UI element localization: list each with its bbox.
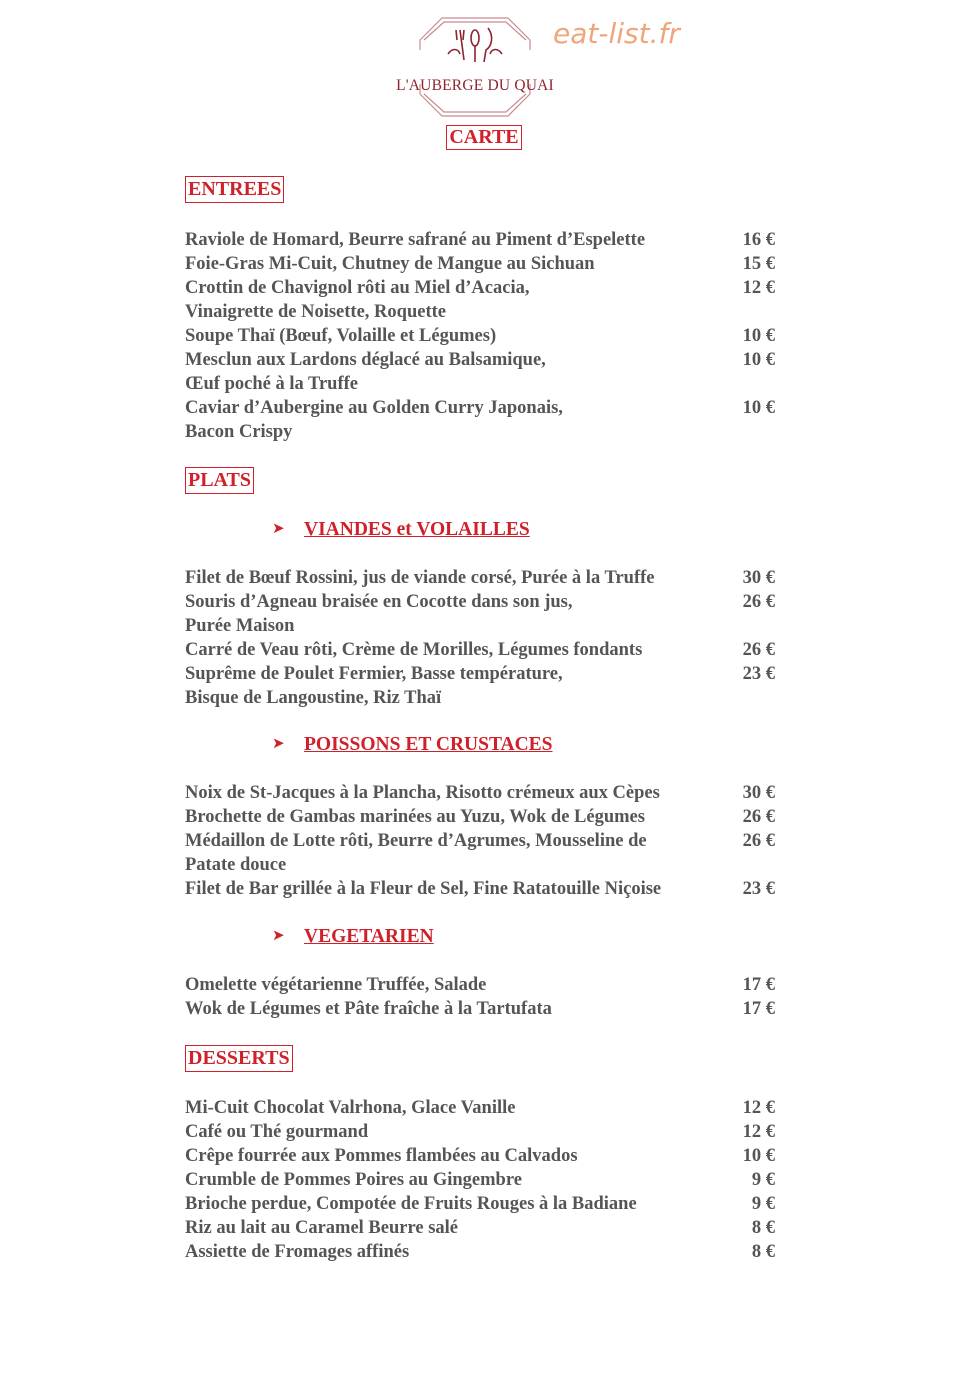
menu-item-price: 17 €	[742, 999, 775, 1019]
menu-item	[185, 324, 775, 348]
menu-item	[185, 276, 775, 324]
menu-item	[185, 228, 775, 252]
subsection-title-viandes: VIANDES et VOLAILLES	[304, 519, 530, 540]
section-title-desserts: DESSERTS	[185, 1045, 293, 1072]
menu-item-name: Bisque de Langoustine, Riz Thaï	[185, 688, 442, 708]
menu-item-price: 8 €	[751, 1218, 775, 1238]
menu-item	[185, 1144, 775, 1168]
menu-item-price: 10 €	[742, 326, 775, 346]
menu-item	[185, 662, 775, 710]
menu-item-name: Suprême de Poulet Fermier, Basse température,	[185, 664, 563, 684]
menu-item-name: Omelette végétarienne Truffée, Salade	[185, 975, 487, 995]
menu-item	[185, 348, 775, 396]
subsection-poissons	[272, 734, 553, 758]
menu-item	[185, 805, 775, 829]
menu-item-name: Caviar d’Aubergine au Golden Curry Japonais,	[185, 398, 563, 418]
menu-item-price: 12 €	[742, 1098, 775, 1118]
menu-item	[185, 781, 775, 805]
menu-item-name: Œuf poché à la Truffe	[185, 374, 359, 394]
menu-item	[185, 1216, 775, 1240]
subsection-vegetarien	[272, 926, 434, 950]
menu-item	[185, 1192, 775, 1216]
menu-item-name: Wok de Légumes et Pâte fraîche à la Tartufata	[185, 999, 552, 1019]
menu-item-price: 26 €	[742, 592, 775, 612]
menu-item-name: Assiette de Fromages affinés	[185, 1242, 410, 1262]
menu-item-name: Noix de St-Jacques à la Plancha, Risotto crémeux aux Cèpes	[185, 783, 660, 803]
menu-item-price: 12 €	[742, 278, 775, 298]
menu-item	[185, 638, 775, 662]
menu-item-name: Mesclun aux Lardons déglacé au Balsamique,	[185, 350, 546, 370]
poissons-list	[185, 781, 775, 901]
subsection-title-poissons: POISSONS ET CRUSTACES	[304, 734, 553, 755]
watermark: eat-list.fr	[553, 17, 680, 50]
menu-item-price: 10 €	[742, 1146, 775, 1166]
arrowhead-bullet-icon: ➤	[272, 736, 285, 752]
menu-item	[185, 973, 775, 997]
menu-item-name: Médaillon de Lotte rôti, Beurre d’Agrumes, Mousseline de	[185, 831, 647, 851]
menu-item-price: 26 €	[742, 807, 775, 827]
menu-item-name: Foie-Gras Mi-Cuit, Chutney de Mangue au Sichuan	[185, 254, 595, 274]
menu-item-name: Crottin de Chavignol rôti au Miel d’Acacia,	[185, 278, 530, 298]
menu-item-name: Brioche perdue, Compotée de Fruits Rouges à la Badiane	[185, 1194, 637, 1214]
menu-item	[185, 1096, 775, 1120]
menu-item-name: Crêpe fourrée aux Pommes flambées au Calvados	[185, 1146, 578, 1166]
menu-item-price: 10 €	[742, 398, 775, 418]
menu-item-price: 30 €	[742, 568, 775, 588]
menu-item-name: Crumble de Pommes Poires au Gingembre	[185, 1170, 522, 1190]
menu-item	[185, 829, 775, 877]
restaurant-logo	[380, 14, 570, 120]
menu-item-name: Patate douce	[185, 855, 287, 875]
section-title-plats: PLATS	[185, 467, 254, 494]
menu-item-price: 16 €	[742, 230, 775, 250]
menu-item-name: Brochette de Gambas marinées au Yuzu, Wok de Légumes	[185, 807, 645, 827]
menu-item-name: Mi-Cuit Chocolat Valrhona, Glace Vanille	[185, 1098, 516, 1118]
menu-item-name: Purée Maison	[185, 616, 295, 636]
restaurant-name: L'AUBERGE DU QUAI	[396, 77, 554, 94]
menu-item	[185, 566, 775, 590]
menu-item-price: 17 €	[742, 975, 775, 995]
entrees-list	[185, 228, 775, 444]
menu-item-price: 12 €	[742, 1122, 775, 1142]
subsection-viandes	[272, 519, 530, 543]
menu-item	[185, 590, 775, 638]
menu-item-name: Soupe Thaï (Bœuf, Volaille et Légumes)	[185, 326, 497, 346]
arrowhead-bullet-icon: ➤	[272, 928, 285, 944]
menu-item	[185, 252, 775, 276]
menu-item-price: 26 €	[742, 831, 775, 851]
menu-item	[185, 1168, 775, 1192]
menu-item-price: 8 €	[751, 1242, 775, 1262]
menu-item-price: 23 €	[742, 879, 775, 899]
menu-item-price: 9 €	[751, 1194, 775, 1214]
desserts-list	[185, 1096, 775, 1264]
section-title-entrees: ENTREES	[185, 176, 284, 203]
menu-item-name: Raviole de Homard, Beurre safrané au Piment d’Espelette	[185, 230, 646, 250]
menu-item-name: Bacon Crispy	[185, 422, 293, 442]
menu-item-name: Vinaigrette de Noisette, Roquette	[185, 302, 446, 322]
menu-item-price: 26 €	[742, 640, 775, 660]
menu-item	[185, 877, 775, 901]
viandes-list	[185, 566, 775, 710]
menu-item-price: 10 €	[742, 350, 775, 370]
menu-item-price: 23 €	[742, 664, 775, 684]
menu-item-name: Carré de Veau rôti, Crème de Morilles, Légumes fondants	[185, 640, 643, 660]
menu-item-price: 15 €	[742, 254, 775, 274]
menu-item-name: Filet de Bar grillée à la Fleur de Sel, Fine Ratatouille Niçoise	[185, 879, 662, 899]
arrowhead-bullet-icon: ➤	[272, 521, 285, 537]
vegetarien-list	[185, 973, 775, 1021]
menu-item	[185, 1240, 775, 1264]
menu-item-name: Souris d’Agneau braisée en Cocotte dans son jus,	[185, 592, 573, 612]
cutlery-hexagon-emblem-icon	[380, 14, 570, 120]
menu-item	[185, 1120, 775, 1144]
menu-item	[185, 396, 775, 444]
menu-item-name: Café ou Thé gourmand	[185, 1122, 369, 1142]
subsection-title-vegetarien: VEGETARIEN	[304, 926, 434, 947]
menu-item-price: 9 €	[751, 1170, 775, 1190]
carte-title: CARTE	[446, 125, 522, 150]
menu-item	[185, 997, 775, 1021]
menu-item-price: 30 €	[742, 783, 775, 803]
menu-item-name: Riz au lait au Caramel Beurre salé	[185, 1218, 459, 1238]
menu-item-name: Filet de Bœuf Rossini, jus de viande corsé, Purée à la Truffe	[185, 568, 655, 588]
